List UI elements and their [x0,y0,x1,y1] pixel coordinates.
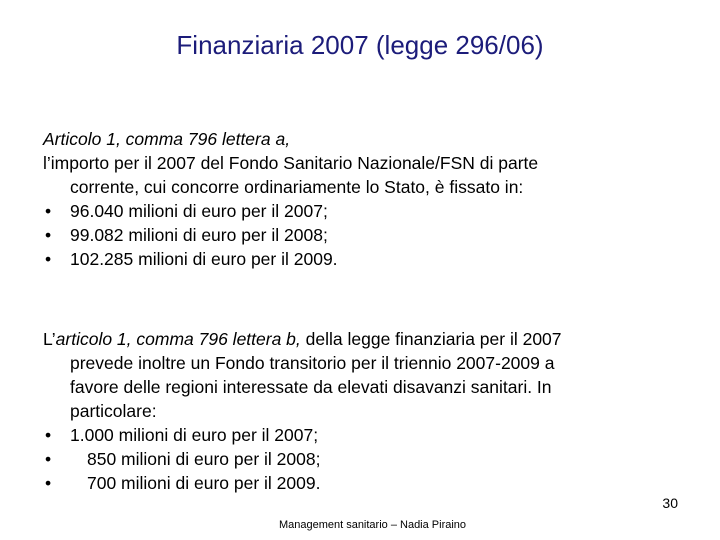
list-item-text: 850 milioni di euro per il 2008; [87,449,321,469]
bullet-icon: • [45,249,52,269]
bullet-icon: • [45,201,52,221]
slide-title: Finanziaria 2007 (legge 296/06) [176,30,544,60]
list-item [43,223,683,247]
footer: Management sanitario – Nadia Piraino [278,519,467,531]
section1-intro-line2: corrente, cui concorre ordinariamente lo Stato, è fissato in: [70,177,524,197]
page-number: 30 [662,495,678,511]
list-item-text: 96.040 milioni di euro per il 2007; [70,201,328,221]
section-fsn-amounts [43,127,683,271]
section1-heading: Articolo 1, comma 796 lettera a, [43,129,291,149]
list-item-text: 102.285 milioni di euro per il 2009. [70,249,338,269]
bullet-icon: • [45,449,52,469]
section2-line3: favore delle regioni interessate da elevati disavanzi sanitari. In [70,377,552,397]
list-item [43,423,683,447]
list-item [43,471,683,495]
section2-line1-rest: della legge finanziaria per il 2007 [300,329,562,349]
list-item [43,447,683,471]
list-item-text: 1.000 milioni di euro per il 2007; [70,425,319,445]
list-item [43,247,683,271]
section2-line4: particolare: [70,401,157,421]
bullet-icon: • [45,225,52,245]
list-item [43,199,683,223]
section2-line2: prevede inoltre un Fondo transitorio per il triennio 2007-2009 a [70,353,555,373]
section-transitory-fund [43,327,683,495]
bullet-icon: • [45,473,52,493]
section2-prefix: L’ [43,329,56,349]
section1-intro-line1: l’importo per il 2007 del Fondo Sanitario Nazionale/FSN di parte [43,153,539,173]
list-item-text: 700 milioni di euro per il 2009. [87,473,321,493]
list-item-text: 99.082 milioni di euro per il 2008; [70,225,328,245]
section2-line1 [43,327,683,351]
bullet-icon: • [45,425,52,445]
section2-italic-ref: articolo 1, comma 796 lettera b, [55,329,301,349]
